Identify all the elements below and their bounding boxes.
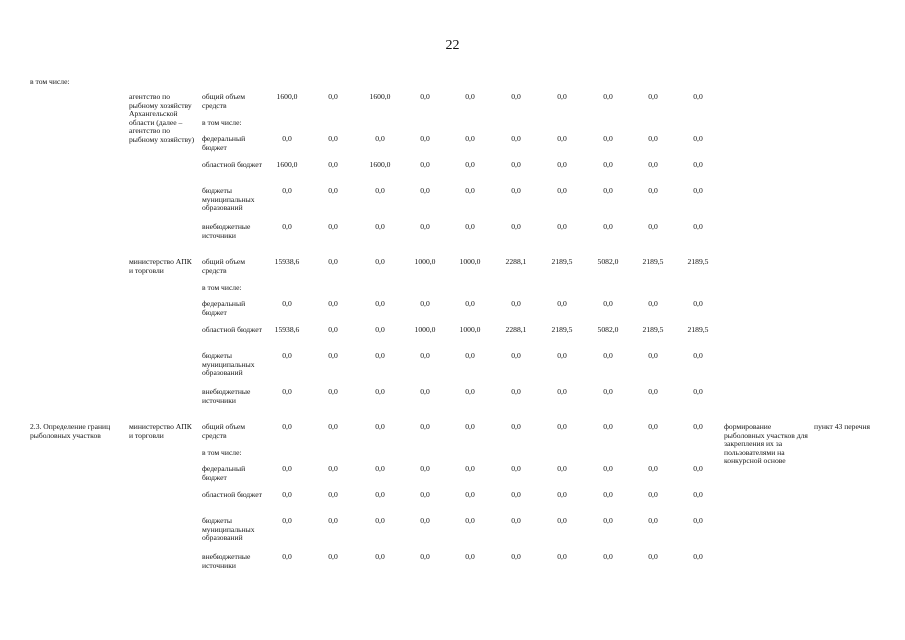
- budget-value: 0,0: [511, 222, 521, 231]
- budget-value: 0,0: [420, 387, 430, 396]
- reference-note: пункт 43 перечня: [814, 422, 871, 431]
- budget-value: 0,0: [693, 516, 703, 525]
- budget-value: 0,0: [603, 422, 613, 431]
- executor-name: министерство АПК и торговли: [129, 257, 192, 275]
- budget-value: 0,0: [328, 222, 338, 231]
- budget-value: 2288,1: [505, 257, 527, 266]
- funding-source-label: в том числе:: [202, 448, 242, 457]
- budget-value: 0,0: [603, 464, 613, 473]
- budget-value: 1600,0: [276, 92, 298, 101]
- page-number: 22: [445, 38, 460, 53]
- executor-name: агентство по рыбному хозяйству Архангельской области (далее – агентство по рыбному хозяйству): [129, 92, 195, 144]
- budget-value: 2189,5: [551, 257, 573, 266]
- budget-value: 0,0: [282, 422, 292, 431]
- budget-value: 0,0: [648, 464, 658, 473]
- budget-value: 0,0: [603, 186, 613, 195]
- budget-value: 1000,0: [459, 257, 481, 266]
- budget-value: 0,0: [557, 92, 567, 101]
- budget-value: 0,0: [511, 351, 521, 360]
- budget-value: 0,0: [282, 134, 292, 143]
- funding-source-label: общий объем средств: [202, 92, 246, 110]
- budget-value: 0,0: [557, 422, 567, 431]
- budget-value: 0,0: [328, 516, 338, 525]
- budget-value: 0,0: [420, 134, 430, 143]
- budget-value: 0,0: [375, 257, 385, 266]
- budget-value: 1600,0: [276, 160, 298, 169]
- budget-value: 0,0: [648, 186, 658, 195]
- budget-value: 0,0: [511, 490, 521, 499]
- budget-value: 0,0: [693, 134, 703, 143]
- budget-value: 0,0: [557, 552, 567, 561]
- budget-value: 0,0: [648, 92, 658, 101]
- budget-value: 0,0: [693, 464, 703, 473]
- budget-value: 0,0: [465, 490, 475, 499]
- budget-value: 0,0: [648, 134, 658, 143]
- budget-value: 15938,6: [274, 325, 300, 334]
- budget-value: 1000,0: [459, 325, 481, 334]
- measure-name: 2.3. Определение границ рыболовных участков: [30, 422, 111, 440]
- budget-value: 0,0: [603, 222, 613, 231]
- budget-value: 0,0: [693, 351, 703, 360]
- budget-value: 0,0: [557, 351, 567, 360]
- budget-value: 0,0: [648, 351, 658, 360]
- budget-value: 0,0: [282, 516, 292, 525]
- budget-value: 2189,5: [687, 325, 709, 334]
- budget-value: 0,0: [375, 325, 385, 334]
- funding-source-label: бюджеты муниципальных образований: [202, 186, 255, 213]
- budget-value: 0,0: [282, 387, 292, 396]
- funding-source-label: в том числе:: [202, 283, 242, 292]
- budget-value: 1000,0: [414, 325, 436, 334]
- budget-value: 1600,0: [369, 160, 391, 169]
- budget-value: 0,0: [511, 552, 521, 561]
- budget-value: 0,0: [282, 464, 292, 473]
- budget-value: 0,0: [557, 464, 567, 473]
- budget-value: 0,0: [375, 387, 385, 396]
- budget-value: 0,0: [328, 92, 338, 101]
- budget-value: 0,0: [693, 387, 703, 396]
- budget-value: 0,0: [328, 186, 338, 195]
- budget-value: 0,0: [603, 552, 613, 561]
- budget-value: 0,0: [375, 351, 385, 360]
- budget-value: 2288,1: [505, 325, 527, 334]
- budget-value: 0,0: [511, 387, 521, 396]
- budget-value: 0,0: [282, 299, 292, 308]
- budget-value: 0,0: [420, 222, 430, 231]
- budget-value: 0,0: [420, 351, 430, 360]
- budget-value: 0,0: [557, 516, 567, 525]
- budget-value: 0,0: [465, 186, 475, 195]
- budget-value: 0,0: [420, 299, 430, 308]
- budget-value: 0,0: [603, 160, 613, 169]
- budget-value: 0,0: [693, 422, 703, 431]
- budget-value: 0,0: [282, 490, 292, 499]
- budget-value: 0,0: [328, 552, 338, 561]
- budget-value: 0,0: [693, 186, 703, 195]
- budget-value: 0,0: [282, 222, 292, 231]
- budget-value: 0,0: [557, 160, 567, 169]
- budget-value: 0,0: [511, 422, 521, 431]
- funding-source-label: областной бюджет: [202, 160, 262, 169]
- budget-value: 0,0: [328, 422, 338, 431]
- budget-value: 0,0: [648, 516, 658, 525]
- funding-source-label: федеральный бюджет: [202, 299, 246, 317]
- budget-value: 0,0: [465, 422, 475, 431]
- budget-value: 0,0: [420, 160, 430, 169]
- budget-value: 0,0: [557, 134, 567, 143]
- funding-source-label: внебюджетные источники: [202, 387, 251, 405]
- funding-source-label: федеральный бюджет: [202, 134, 246, 152]
- budget-value: 0,0: [557, 222, 567, 231]
- budget-value: 0,0: [328, 464, 338, 473]
- budget-value: 0,0: [375, 490, 385, 499]
- funding-source-label: областной бюджет: [202, 325, 262, 334]
- budget-value: 0,0: [465, 516, 475, 525]
- budget-value: 0,0: [375, 422, 385, 431]
- funding-source-label: в том числе:: [202, 118, 242, 127]
- budget-value: 0,0: [648, 299, 658, 308]
- budget-value: 0,0: [465, 92, 475, 101]
- budget-value: 0,0: [511, 299, 521, 308]
- budget-value: 0,0: [328, 299, 338, 308]
- funding-source-label: бюджеты муниципальных образований: [202, 516, 255, 543]
- budget-value: 0,0: [511, 516, 521, 525]
- budget-value: 0,0: [603, 516, 613, 525]
- funding-source-label: внебюджетные источники: [202, 552, 251, 570]
- budget-value: 0,0: [375, 134, 385, 143]
- funding-source-label: федеральный бюджет: [202, 464, 246, 482]
- funding-source-label: бюджеты муниципальных образований: [202, 351, 255, 378]
- budget-value: 0,0: [328, 387, 338, 396]
- budget-value: 0,0: [282, 186, 292, 195]
- budget-value: 0,0: [648, 222, 658, 231]
- budget-value: 5082,0: [597, 257, 619, 266]
- budget-value: 0,0: [465, 160, 475, 169]
- budget-value: 0,0: [420, 422, 430, 431]
- budget-value: 0,0: [375, 516, 385, 525]
- budget-value: 0,0: [328, 351, 338, 360]
- budget-value: 0,0: [328, 490, 338, 499]
- budget-value: 0,0: [420, 516, 430, 525]
- budget-value: 1600,0: [369, 92, 391, 101]
- budget-value: 0,0: [648, 490, 658, 499]
- budget-value: 0,0: [420, 552, 430, 561]
- budget-value: 0,0: [557, 387, 567, 396]
- budget-value: 0,0: [648, 160, 658, 169]
- budget-value: 0,0: [603, 299, 613, 308]
- budget-value: 0,0: [328, 134, 338, 143]
- budget-value: 0,0: [603, 387, 613, 396]
- budget-value: 2189,5: [642, 325, 664, 334]
- budget-value: 0,0: [603, 134, 613, 143]
- budget-value: 0,0: [557, 299, 567, 308]
- budget-value: 0,0: [511, 186, 521, 195]
- budget-value: 0,0: [375, 222, 385, 231]
- budget-value: 0,0: [375, 299, 385, 308]
- budget-value: 0,0: [693, 490, 703, 499]
- budget-value: 0,0: [557, 186, 567, 195]
- budget-value: 0,0: [693, 160, 703, 169]
- budget-value: 0,0: [328, 325, 338, 334]
- budget-value: 2189,5: [551, 325, 573, 334]
- budget-value: 0,0: [511, 160, 521, 169]
- budget-value: 0,0: [375, 552, 385, 561]
- budget-value: 0,0: [603, 92, 613, 101]
- budget-value: 0,0: [420, 464, 430, 473]
- budget-value: 0,0: [465, 552, 475, 561]
- budget-value: 0,0: [375, 186, 385, 195]
- budget-value: 0,0: [511, 134, 521, 143]
- budget-value: 0,0: [693, 92, 703, 101]
- budget-value: 0,0: [557, 490, 567, 499]
- expected-result: формирование рыболовных участков для закрепления их за пользователями на конкурсной основе: [724, 422, 808, 466]
- budget-value: 0,0: [465, 387, 475, 396]
- funding-source-label: общий объем средств: [202, 257, 246, 275]
- budget-value: 0,0: [465, 351, 475, 360]
- budget-value: 0,0: [648, 552, 658, 561]
- funding-source-label: внебюджетные источники: [202, 222, 251, 240]
- budget-value: 0,0: [511, 92, 521, 101]
- budget-value: 0,0: [693, 299, 703, 308]
- budget-value: 0,0: [648, 422, 658, 431]
- budget-value: 0,0: [420, 490, 430, 499]
- budget-value: 0,0: [282, 552, 292, 561]
- budget-value: 0,0: [420, 186, 430, 195]
- budget-value: 2189,5: [642, 257, 664, 266]
- budget-value: 0,0: [328, 160, 338, 169]
- budget-value: 0,0: [328, 257, 338, 266]
- budget-value: 0,0: [375, 464, 385, 473]
- budget-value: 0,0: [282, 351, 292, 360]
- budget-value: 0,0: [420, 92, 430, 101]
- budget-value: 0,0: [648, 387, 658, 396]
- funding-source-label: областной бюджет: [202, 490, 262, 499]
- budget-value: 5082,0: [597, 325, 619, 334]
- budget-value: 15938,6: [274, 257, 300, 266]
- budget-value: 1000,0: [414, 257, 436, 266]
- budget-value: 0,0: [465, 299, 475, 308]
- budget-value: 0,0: [511, 464, 521, 473]
- budget-value: 0,0: [465, 134, 475, 143]
- budget-value: 0,0: [603, 351, 613, 360]
- intro-label: в том числе:: [30, 77, 70, 86]
- budget-value: 2189,5: [687, 257, 709, 266]
- budget-value: 0,0: [465, 464, 475, 473]
- budget-value: 0,0: [693, 552, 703, 561]
- budget-value: 0,0: [693, 222, 703, 231]
- funding-source-label: общий объем средств: [202, 422, 246, 440]
- budget-value: 0,0: [465, 222, 475, 231]
- budget-value: 0,0: [603, 490, 613, 499]
- executor-name: министерство АПК и торговли: [129, 422, 192, 440]
